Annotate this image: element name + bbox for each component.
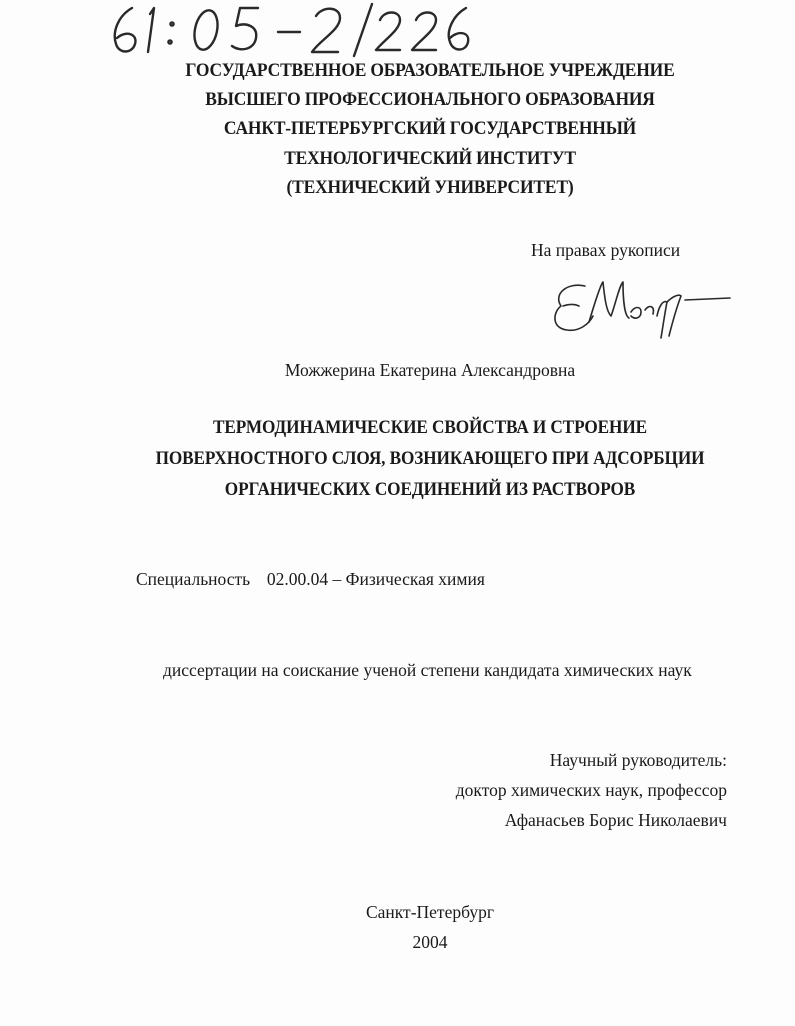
specialty-code: 02.00.04 [266, 569, 329, 589]
manuscript-rights: На правах рукописи [531, 240, 681, 260]
author-name: Можжерина Екатерина Александровна [284, 360, 576, 380]
institution-line-3: САНКТ-ПЕТЕРБУРГСКИЙ ГОСУДАРСТВЕННЫЙ [223, 118, 637, 139]
author-signature [545, 272, 735, 342]
supervisor-label: Научный руководитель: [549, 750, 727, 770]
dissertation-line: диссертации на соискание ученой степени кандидата химических наук [163, 660, 692, 680]
year: 2004 [412, 932, 448, 952]
title-line-2: ПОВЕРХНОСТНОГО СЛОЯ, ВОЗНИКАЮЩЕГО ПРИ АДСОРБЦИИ [155, 449, 705, 469]
institution-line-2: ВЫСШЕГО ПРОФЕССИОНАЛЬНОГО ОБРАЗОВАНИЯ [205, 89, 655, 110]
specialty-label: Специальность [136, 569, 251, 589]
supervisor-degree: доктор химических наук, профессор [455, 780, 727, 800]
institution-line-1: ГОСУДАРСТВЕННОЕ ОБРАЗОВАТЕЛЬНОЕ УЧРЕЖДЕНИЕ [185, 60, 675, 81]
institution-line-4: ТЕХНОЛОГИЧЕСКИЙ ИНСТИТУТ [284, 148, 576, 169]
supervisor-name: Афанасьев Борис Николаевич [504, 810, 727, 830]
handwritten-archive-number [110, 2, 490, 58]
title-line-3: ОРГАНИЧЕСКИХ СОЕДИНЕНИЙ ИЗ РАСТВОРОВ [224, 480, 636, 500]
institution-line-5: (ТЕХНИЧЕСКИЙ УНИВЕРСИТЕТ) [286, 177, 574, 198]
specialty [136, 569, 485, 590]
title-line-1: ТЕРМОДИНАМИЧЕСКИЕ СВОЙСТВА И СТРОЕНИЕ [212, 418, 648, 438]
city: Санкт-Петербург [365, 902, 495, 922]
specialty-name: – Физическая химия [332, 569, 485, 589]
